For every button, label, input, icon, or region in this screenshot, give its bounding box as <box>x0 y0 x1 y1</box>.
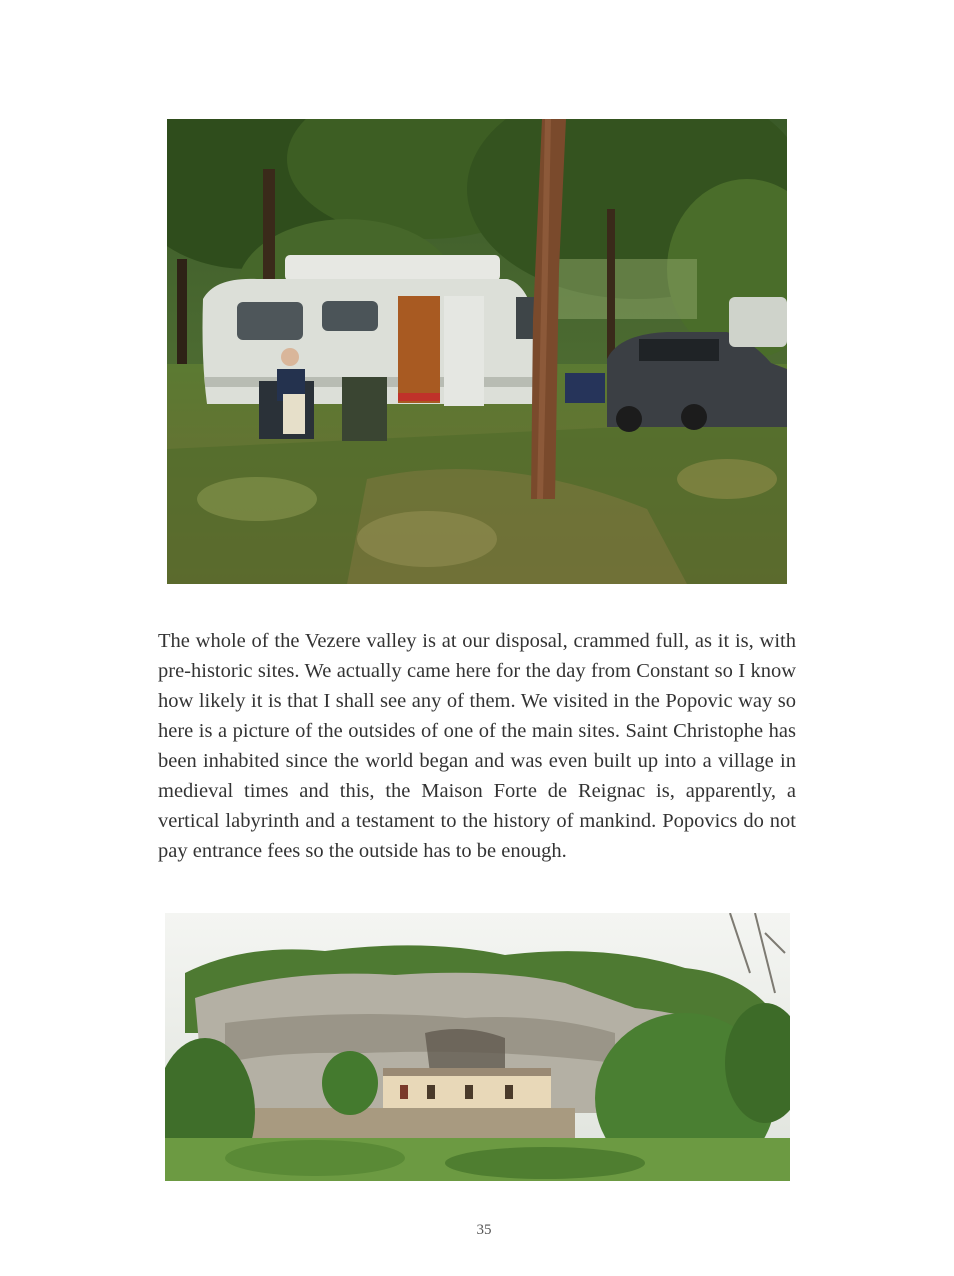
cliff-house-photo <box>165 913 790 1181</box>
body-paragraph: The whole of the Vezere valley is at our disposal, crammed full, as it is, with pre-historic sites. We actually came here for the day from Constant so I know how likely it is that I shall see any of them. We visited in the Popovic way so here is a picture of the outsides of one of the main sites. Saint Christophe has been inhabited since the world began and was even built up into a village in medieval times and this, the Maison Forte de Reignac is, apparently, a vertical labyrinth and a testament to the history of mankind. Popovics do not pay entrance fees so the outside has to be enough. <box>158 630 796 862</box>
camping-photo <box>167 119 787 584</box>
page-number: 35 <box>476 1222 492 1238</box>
